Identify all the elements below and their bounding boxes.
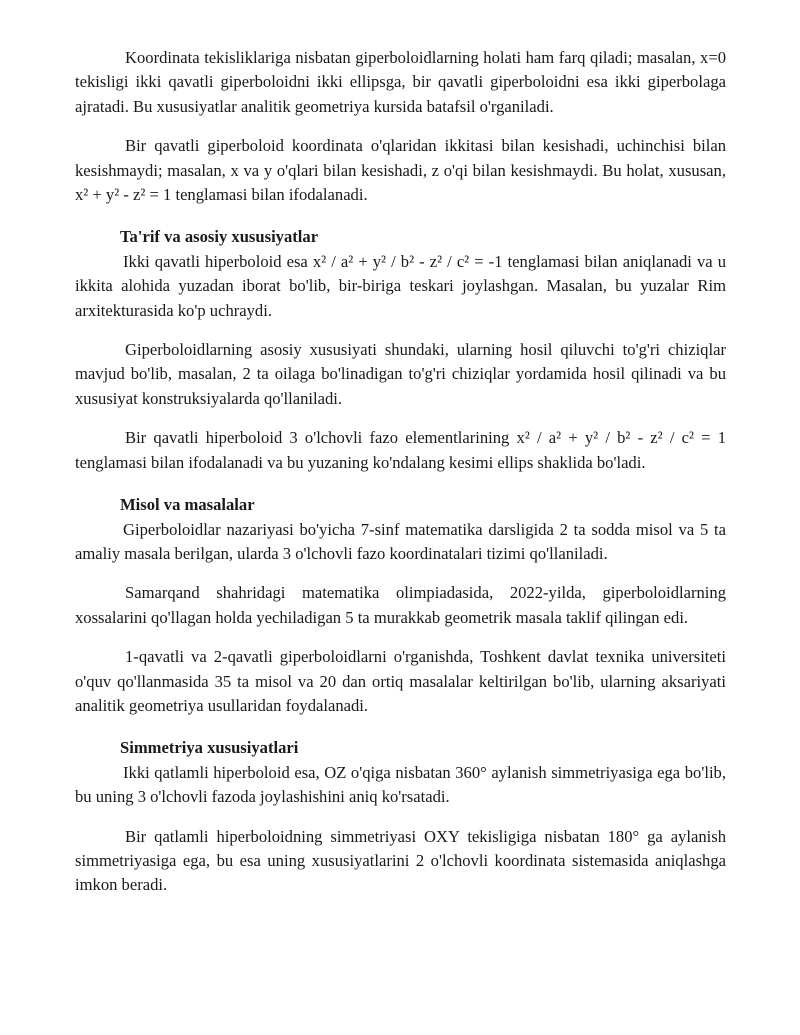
paragraph-gap [75,475,726,493]
paragraph-axis-intersection: Bir qavatli giperboloid koordinata o'qlaridan ikkitasi bilan kesishadi, uchinchisi bilan kesishmaydi; masalan, x va y o'qlari bilan kesishadi, z o'qi bilan kesishmaydi. Bu holat, xususan, x² + y² - z² = 1 tenglamasi bilan ifodalanadi. [75,136,726,205]
paragraph-ruling-lines: Giperboloidlarning asosiy xususiyati shundaki, ularning hosil qiluvchi to'g'ri chiziqlar mavjud bo'lib, masalan, 2 ta oilaga bo'linadigan to'g'ri chiziqlar yordamida hosil qilinadi va bu xususiyat konstruksiyalarda qo'llaniladi. [75,340,726,408]
paragraph-one-sheet-equation: Bir qavatli hiperboloid 3 o'lchovli fazo elementlarining x² / a² + y² / b² - z² / c² = 1 tenglamasi bilan ifodalanadi va bu yuzaning ko'ndalang kesimi ellips shaklida bo'ladi. [75,428,726,472]
paragraph-gap [75,718,726,736]
paragraph-two-sheet-equation: Ikki qavatli hiperboloid esa x² / a² + y² / b² - z² / c² = -1 tenglamasi bilan aniqlanadi va u ikkita alohida yuzadan iborat bo'lib, bir-biriga teskari joylashgan. Masalan, bu yuzalar Rim arxitekturasida ko'p uchraydi. [75,251,726,320]
paragraph-university-manual: 1-qavatli va 2-qavatli giperboloidlarni o'rganishda, Toshkent davlat texnika universiteti o'quv qo'llanmasida 35 ta misol va 20 dan ortiq masalalar keltirilgan bo'lib, ularning aksariyati analitik geometriya usullaridan foydalanadi. [75,647,726,715]
paragraph-textbook-examples: Giperboloidlar nazariyasi bo'yicha 7-sinf matematika darsligida 2 ta sodda misol va 5 ta amaliy masala berilgan, ularda 3 o'lchovli fazo koordinatalari tizimi qo'llaniladi. [75,519,726,563]
section-heading-examples: Misol va masalalar [120,495,255,515]
paragraph-gap [75,411,726,426]
paragraph-gap [75,119,726,134]
paragraph-olympiad: Samarqand shahridagi matematika olimpiadasida, 2022-yilda, giperboloidlarning xossalarini qo'llagan holda yechiladigan 5 ta murakkab geometrik masala taklif qilingan edi. [75,583,726,627]
paragraph-gap [75,323,726,338]
section-heading-definition: Ta'rif va asosiy xususiyatlar [120,227,319,247]
paragraph-gap [75,630,726,645]
paragraph-gap [75,566,726,581]
paragraph-gap [75,810,726,825]
paragraph-gap [75,207,726,225]
paragraph-two-layer-symmetry: Ikki qatlamli hiperboloid esa, OZ o'qiga nisbatan 360° aylanish simmetriyasiga ega bo'lib, bu uning 3 o'lchovli fazoda joylashishini aniq ko'rsatadi. [75,762,726,807]
paragraph-one-layer-symmetry: Bir qatlamli hiperboloidning simmetriyasi OXY tekisligiga nisbatan 180° ga aylanish simmetriyasiga ega, bu esa uning xususiyatlarini 2 o'lchovli koordinata sistemasida aniqlashga imkon beradi. [75,826,726,895]
paragraph-coordinate-planes: Koordinata tekisliklariga nisbatan giperboloidlarning holati ham farq qiladi; masalan, x=0 tekisligi ikki qavatli giperboloidni ikki ellipsga, bir qavatli giperboloidni esa ikki giperbolaga ajratadi. Bu xususiyatlar analitik geometriya kursida batafsil o'rganiladi. [75,48,726,116]
section-heading-symmetry: Simmetriya xususiyatlari [120,738,299,758]
